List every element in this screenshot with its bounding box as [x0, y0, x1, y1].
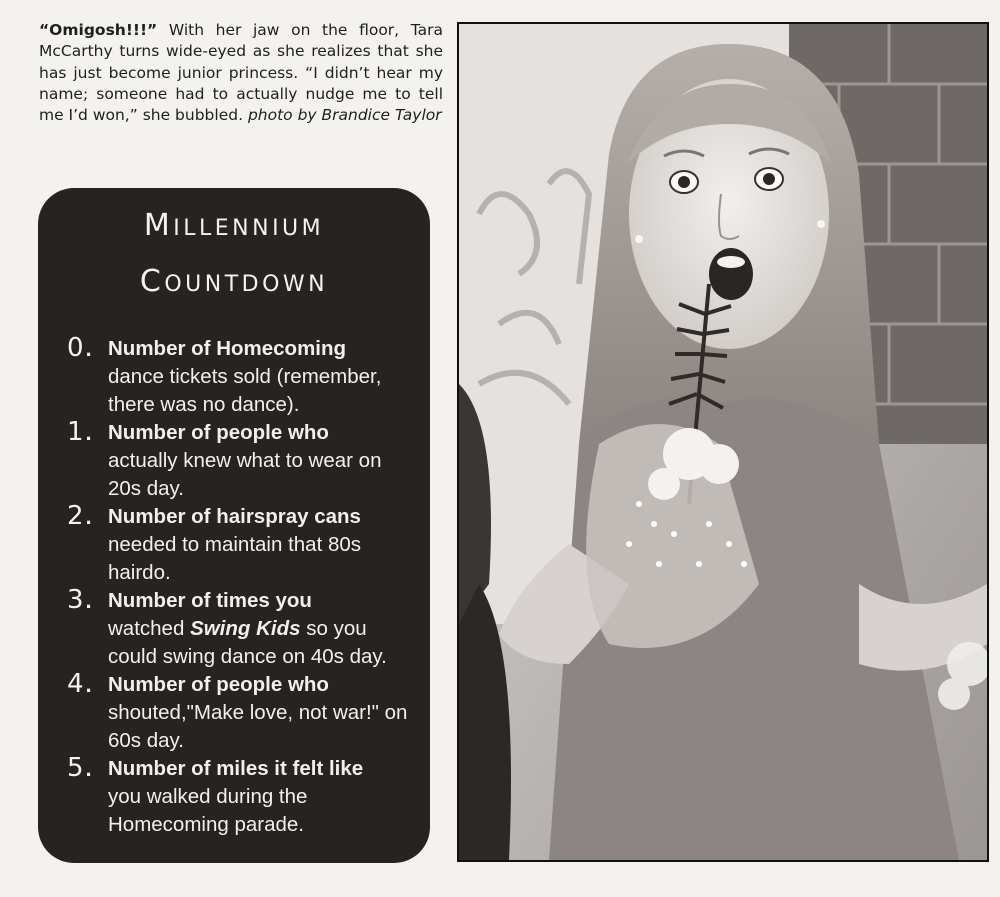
item-heading: Number of miles it felt like	[108, 757, 364, 780]
item-number: 4.	[67, 669, 92, 699]
caption-lead: “Omigosh!!!”	[39, 21, 158, 39]
item-heading: Number of times you	[108, 589, 312, 612]
millennium-countdown-box	[38, 188, 430, 863]
title-rest: OUNTDOWN	[164, 272, 329, 297]
photo-credit: photo by Brandice Taylor	[247, 106, 442, 125]
item-number: 2.	[67, 501, 92, 531]
item-detail: so you could swing dance on 40s day.	[108, 617, 387, 668]
item-text	[108, 755, 420, 839]
item-heading: Number of hairspray cans	[108, 505, 361, 528]
title-rest: ILLENNIUM	[173, 216, 325, 241]
item-detail: actually knew what to wear on 20s day.	[108, 449, 382, 500]
countdown-list	[38, 188, 430, 863]
title-initial: M	[143, 208, 174, 243]
photo-caption	[39, 20, 443, 126]
item-number: 3.	[67, 585, 92, 615]
item-heading: Number of Homecoming	[108, 337, 347, 360]
item-number: 1.	[67, 417, 92, 447]
item-number: 5.	[67, 753, 92, 783]
item-detail: you walked during the Homecoming parade.	[108, 785, 308, 836]
item-detail: needed to maintain that 80s hairdo.	[108, 533, 362, 584]
item-number: 0.	[67, 333, 92, 363]
item-text	[108, 335, 420, 419]
item-detail: watched	[108, 617, 191, 640]
title-initial: C	[139, 264, 165, 299]
item-heading: Number of people who	[108, 421, 329, 444]
item-text	[108, 587, 420, 671]
movie-title: Swing Kids	[190, 617, 301, 640]
caption-text: With her jaw on the floor, Tara McCarthy turns wide-eyed as she realizes that she has just become junior princess. “I didn’t hear my name; someone had to actually nudge me to tell me I’d won,” she bubbled.	[39, 21, 443, 125]
item-text	[108, 671, 420, 755]
photo	[457, 22, 989, 862]
item-heading: Number of people who	[108, 673, 329, 696]
item-text	[108, 503, 420, 587]
item-detail: dance tickets sold (remember, there was no dance).	[108, 365, 382, 416]
item-detail: shouted,"Make love, not war!" on 60s day.	[108, 701, 408, 752]
item-text	[108, 419, 420, 503]
photo-illustration	[459, 24, 987, 860]
